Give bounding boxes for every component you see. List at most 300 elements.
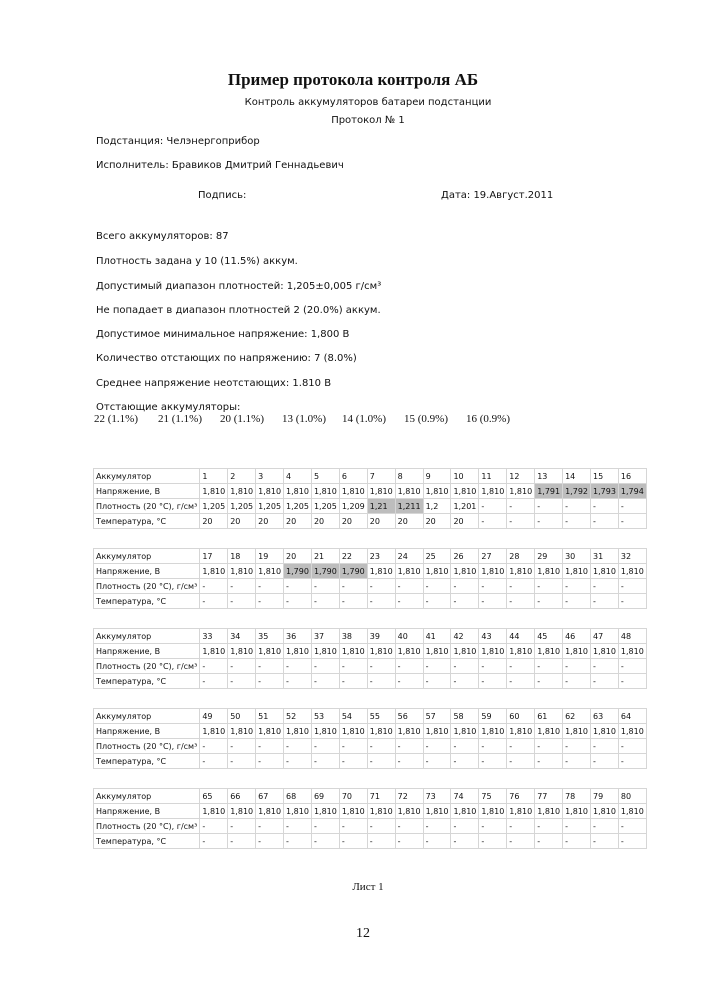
table-cell: 1,810 — [256, 484, 284, 499]
density-row — [94, 579, 647, 594]
table-cell: 20 — [423, 514, 451, 529]
table-cell: 16 — [618, 469, 646, 484]
accumulator-table — [93, 788, 647, 849]
table-cell: - — [367, 754, 395, 769]
table-cell: - — [479, 739, 507, 754]
table-cell: - — [479, 834, 507, 849]
table-cell: - — [395, 594, 423, 609]
accumulator-number-row — [94, 469, 647, 484]
table-cell: - — [563, 834, 591, 849]
table-cell: - — [367, 594, 395, 609]
table-cell: - — [256, 834, 284, 849]
table-cell: 10 — [451, 469, 479, 484]
row-label: Аккумулятор — [94, 789, 200, 804]
table-cell: 1,810 — [284, 804, 312, 819]
table-cell: 1,810 — [479, 804, 507, 819]
table-cell: 1,810 — [563, 564, 591, 579]
table-cell: - — [479, 819, 507, 834]
table-cell: 15 — [591, 469, 619, 484]
table-cell: 1,810 — [395, 724, 423, 739]
table-cell: 8 — [395, 469, 423, 484]
table-cell: 41 — [423, 629, 451, 644]
table-cell: - — [563, 674, 591, 689]
table-cell: 21 — [311, 549, 339, 564]
table-cell: - — [395, 834, 423, 849]
table-cell: - — [228, 754, 256, 769]
table-cell: 12 — [507, 469, 535, 484]
table-cell: 1,810 — [423, 644, 451, 659]
table-cell: 1,810 — [339, 804, 367, 819]
table-cell: - — [618, 739, 646, 754]
table-cell: 1,810 — [535, 804, 563, 819]
table-cell: - — [507, 499, 535, 514]
table-cell: 26 — [451, 549, 479, 564]
row-label: Температура, °C — [94, 674, 200, 689]
table-cell: - — [395, 659, 423, 674]
table-cell: - — [451, 594, 479, 609]
table-cell: - — [618, 499, 646, 514]
row-label: Температура, °C — [94, 834, 200, 849]
table-cell: - — [200, 579, 228, 594]
table-cell: - — [367, 819, 395, 834]
table-cell: - — [367, 739, 395, 754]
table-cell: - — [395, 754, 423, 769]
table-cell: - — [507, 754, 535, 769]
row-label: Напряжение, В — [94, 804, 200, 819]
table-cell: - — [395, 739, 423, 754]
table-cell: 4 — [284, 469, 312, 484]
table-cell: 1 — [200, 469, 228, 484]
table-cell: - — [284, 579, 312, 594]
table-cell: - — [591, 499, 619, 514]
table-cell: - — [367, 579, 395, 594]
table-cell: - — [339, 754, 367, 769]
table-cell: 1,810 — [423, 484, 451, 499]
table-cell: - — [367, 834, 395, 849]
row-label: Плотность (20 °C), г/см³ — [94, 499, 200, 514]
accumulator-number-row — [94, 549, 647, 564]
table-cell: 1,810 — [228, 644, 256, 659]
table-cell: - — [563, 579, 591, 594]
table-cell: - — [200, 739, 228, 754]
table-cell: 1,810 — [228, 804, 256, 819]
table-cell: 1,810 — [563, 724, 591, 739]
table-cell: 45 — [535, 629, 563, 644]
accumulator-table — [93, 468, 647, 529]
density-row — [94, 819, 647, 834]
voltage-row — [94, 564, 647, 579]
summary-density-range: Допустимый диапазон плотностей: 1,205±0,005 г/см³ — [96, 281, 382, 292]
table-cell: 1,810 — [395, 564, 423, 579]
table-cell: - — [535, 754, 563, 769]
table-cell: 28 — [507, 549, 535, 564]
table-cell: 1,810 — [535, 644, 563, 659]
table-cell: 54 — [339, 709, 367, 724]
table-cell: 20 — [451, 514, 479, 529]
row-label: Температура, °C — [94, 514, 200, 529]
table-cell: - — [339, 819, 367, 834]
table-cell: - — [284, 819, 312, 834]
table-cell: 38 — [339, 629, 367, 644]
table-cell: 76 — [507, 789, 535, 804]
table-cell: - — [591, 579, 619, 594]
table-cell: 1,810 — [535, 724, 563, 739]
row-label: Аккумулятор — [94, 549, 200, 564]
table-cell: 49 — [200, 709, 228, 724]
lagging-item: 14 (1.0%) — [342, 413, 386, 425]
table-cell: 6 — [339, 469, 367, 484]
summary-average-voltage: Среднее напряжение неотстающих: 1.810 В — [96, 378, 332, 389]
table-cell: 20 — [367, 514, 395, 529]
table-cell: - — [311, 594, 339, 609]
table-cell: - — [367, 659, 395, 674]
table-cell: 1,810 — [200, 724, 228, 739]
table-cell: - — [200, 659, 228, 674]
table-cell: - — [507, 834, 535, 849]
table-cell: 18 — [228, 549, 256, 564]
table-cell: 1,810 — [367, 644, 395, 659]
table-cell: 33 — [200, 629, 228, 644]
table-cell: 1,810 — [228, 564, 256, 579]
row-label: Плотность (20 °C), г/см³ — [94, 819, 200, 834]
table-cell: - — [423, 739, 451, 754]
table-cell: - — [311, 754, 339, 769]
table-cell: 20 — [395, 514, 423, 529]
table-cell: 20 — [228, 514, 256, 529]
table-cell: - — [200, 754, 228, 769]
table-cell: - — [423, 579, 451, 594]
table-cell: 66 — [228, 789, 256, 804]
table-cell: 1,810 — [507, 484, 535, 499]
table-cell: 1,810 — [507, 804, 535, 819]
table-cell: 64 — [618, 709, 646, 724]
table-cell: - — [618, 594, 646, 609]
table-cell: 1,810 — [228, 484, 256, 499]
protocol-number: Протокол № 1 — [331, 115, 405, 126]
table-cell: 65 — [200, 789, 228, 804]
lagging-item: 15 (0.9%) — [404, 413, 448, 425]
lagging-label: Отстающие аккумуляторы: — [96, 402, 241, 413]
table-cell: 1,211 — [395, 499, 423, 514]
table-cell: - — [507, 594, 535, 609]
table-cell: - — [284, 754, 312, 769]
table-cell: 1,810 — [479, 564, 507, 579]
table-cell: - — [618, 819, 646, 834]
table-cell: 1,790 — [311, 564, 339, 579]
table-cell: - — [339, 659, 367, 674]
table-cell: - — [200, 594, 228, 609]
table-cell: - — [228, 659, 256, 674]
table-cell: - — [535, 739, 563, 754]
temperature-row — [94, 594, 647, 609]
row-label: Плотность (20 °C), г/см³ — [94, 579, 200, 594]
table-cell: 20 — [284, 514, 312, 529]
table-cell: - — [311, 674, 339, 689]
table-cell: 1,810 — [228, 724, 256, 739]
accumulator-table — [93, 708, 647, 769]
table-cell: - — [618, 674, 646, 689]
table-cell: 24 — [395, 549, 423, 564]
table-cell: 1,810 — [284, 484, 312, 499]
table-cell: - — [507, 579, 535, 594]
table-cell: 1,810 — [200, 564, 228, 579]
table-cell: 20 — [256, 514, 284, 529]
table-cell: 14 — [563, 469, 591, 484]
date-label: Дата: 19.Август.2011 — [441, 190, 554, 201]
table-cell: - — [451, 674, 479, 689]
table-cell: - — [591, 514, 619, 529]
table-cell: 1,810 — [423, 564, 451, 579]
table-cell: 1,205 — [311, 499, 339, 514]
table-cell: 32 — [618, 549, 646, 564]
row-label: Аккумулятор — [94, 469, 200, 484]
table-cell: 1,810 — [451, 564, 479, 579]
table-cell: 1,810 — [339, 484, 367, 499]
table-cell: - — [200, 834, 228, 849]
voltage-row — [94, 804, 647, 819]
table-cell: 1,810 — [451, 644, 479, 659]
table-cell: - — [228, 739, 256, 754]
table-cell: 1,810 — [591, 724, 619, 739]
table-cell: 17 — [200, 549, 228, 564]
table-cell: - — [451, 834, 479, 849]
accumulator-table — [93, 628, 647, 689]
lagging-item: 20 (1.1%) — [220, 413, 264, 425]
table-cell: 20 — [311, 514, 339, 529]
table-cell: 69 — [311, 789, 339, 804]
table-cell: 5 — [311, 469, 339, 484]
table-cell: 22 — [339, 549, 367, 564]
table-cell: 60 — [507, 709, 535, 724]
table-cell: 79 — [591, 789, 619, 804]
table-cell: - — [618, 579, 646, 594]
temperature-row — [94, 834, 647, 849]
temperature-row — [94, 674, 647, 689]
table-cell: 1,810 — [256, 804, 284, 819]
table-cell: 51 — [256, 709, 284, 724]
table-cell: 48 — [618, 629, 646, 644]
table-cell: 1,810 — [618, 724, 646, 739]
table-cell: 9 — [423, 469, 451, 484]
table-cell: - — [256, 819, 284, 834]
table-cell: - — [423, 674, 451, 689]
table-cell: - — [284, 659, 312, 674]
table-cell: 1,810 — [200, 484, 228, 499]
table-cell: - — [507, 819, 535, 834]
table-cell: 1,810 — [423, 724, 451, 739]
table-cell: - — [563, 594, 591, 609]
table-cell: 1,810 — [367, 804, 395, 819]
table-cell: - — [451, 754, 479, 769]
table-cell: 35 — [256, 629, 284, 644]
summary-density-set: Плотность задана у 10 (11.5%) аккум. — [96, 256, 298, 267]
table-cell: 1,810 — [256, 564, 284, 579]
table-cell: - — [228, 579, 256, 594]
table-cell: 1,810 — [618, 804, 646, 819]
table-cell: 1,810 — [395, 804, 423, 819]
table-cell: - — [423, 754, 451, 769]
table-cell: - — [311, 739, 339, 754]
table-cell: - — [507, 674, 535, 689]
table-cell: - — [479, 659, 507, 674]
lagging-item: 22 (1.1%) — [94, 413, 138, 425]
table-cell: 1,810 — [395, 644, 423, 659]
table-cell: 1,810 — [507, 644, 535, 659]
table-cell: - — [535, 594, 563, 609]
table-cell: 43 — [479, 629, 507, 644]
table-cell: 1,810 — [451, 804, 479, 819]
table-cell: - — [535, 819, 563, 834]
table-cell: - — [228, 594, 256, 609]
row-label: Плотность (20 °C), г/см³ — [94, 739, 200, 754]
table-cell: 57 — [423, 709, 451, 724]
table-cell: 1,810 — [367, 724, 395, 739]
table-cell: 1,810 — [507, 564, 535, 579]
row-label: Плотность (20 °C), г/см³ — [94, 659, 200, 674]
table-cell: - — [339, 834, 367, 849]
table-cell: 42 — [451, 629, 479, 644]
table-cell: - — [535, 514, 563, 529]
table-cell: 20 — [339, 514, 367, 529]
table-cell: 52 — [284, 709, 312, 724]
table-cell: 1,792 — [563, 484, 591, 499]
table-cell: 80 — [618, 789, 646, 804]
accumulator-table — [93, 548, 647, 609]
table-cell: 61 — [535, 709, 563, 724]
table-cell: - — [535, 659, 563, 674]
table-cell: - — [395, 674, 423, 689]
table-cell: 1,810 — [451, 724, 479, 739]
table-cell: - — [618, 659, 646, 674]
table-cell: 1,810 — [367, 484, 395, 499]
table-cell: - — [311, 834, 339, 849]
row-label: Аккумулятор — [94, 709, 200, 724]
table-cell: - — [479, 579, 507, 594]
table-cell: - — [479, 499, 507, 514]
table-cell: - — [284, 674, 312, 689]
table-cell: - — [591, 739, 619, 754]
table-cell: 1,810 — [339, 724, 367, 739]
table-cell: - — [228, 834, 256, 849]
table-cell: 58 — [451, 709, 479, 724]
table-cell: - — [256, 674, 284, 689]
table-cell: 78 — [563, 789, 591, 804]
table-cell: 74 — [451, 789, 479, 804]
table-cell: 1,810 — [284, 644, 312, 659]
table-cell: - — [284, 739, 312, 754]
summary-total: Всего аккумуляторов: 87 — [96, 231, 229, 242]
table-cell: 37 — [311, 629, 339, 644]
table-cell: 1,794 — [618, 484, 646, 499]
table-cell: - — [339, 674, 367, 689]
table-cell: - — [451, 659, 479, 674]
table-cell: 20 — [284, 549, 312, 564]
table-cell: 23 — [367, 549, 395, 564]
table-cell: 1,810 — [200, 804, 228, 819]
row-label: Напряжение, В — [94, 564, 200, 579]
voltage-row — [94, 484, 647, 499]
table-cell: - — [591, 659, 619, 674]
page-number: 12 — [356, 926, 370, 941]
table-cell: - — [479, 674, 507, 689]
row-label: Температура, °C — [94, 754, 200, 769]
table-cell: 1,810 — [395, 484, 423, 499]
table-cell: 1,810 — [256, 724, 284, 739]
table-cell: - — [507, 659, 535, 674]
table-cell: - — [535, 674, 563, 689]
table-cell: 31 — [591, 549, 619, 564]
density-row — [94, 739, 647, 754]
table-cell: - — [563, 659, 591, 674]
table-cell: - — [591, 834, 619, 849]
table-cell: 20 — [200, 514, 228, 529]
table-cell: - — [507, 514, 535, 529]
table-cell: 1,810 — [311, 644, 339, 659]
table-cell: - — [395, 579, 423, 594]
table-cell: 70 — [339, 789, 367, 804]
lagging-list — [94, 413, 510, 425]
table-cell: - — [311, 659, 339, 674]
table-cell: 77 — [535, 789, 563, 804]
table-cell: - — [339, 739, 367, 754]
lagging-item: 16 (0.9%) — [466, 413, 510, 425]
table-cell: 1,2 — [423, 499, 451, 514]
table-cell: 59 — [479, 709, 507, 724]
table-cell: - — [563, 754, 591, 769]
substation-line: Подстанция: Челэнергоприбор — [96, 136, 260, 147]
table-cell: 1,810 — [479, 644, 507, 659]
table-cell: 1,810 — [311, 484, 339, 499]
table-cell: - — [591, 819, 619, 834]
table-cell: 53 — [311, 709, 339, 724]
table-cell: 63 — [591, 709, 619, 724]
table-cell: 1,790 — [284, 564, 312, 579]
row-label: Напряжение, В — [94, 724, 200, 739]
table-cell: 46 — [563, 629, 591, 644]
row-label: Напряжение, В — [94, 644, 200, 659]
table-cell: 47 — [591, 629, 619, 644]
density-row — [94, 499, 647, 514]
table-cell: 1,810 — [618, 564, 646, 579]
row-label: Напряжение, В — [94, 484, 200, 499]
document-subtitle: Контроль аккумуляторов батареи подстанции — [244, 97, 492, 108]
table-cell: 39 — [367, 629, 395, 644]
table-cell: 44 — [507, 629, 535, 644]
table-cell: - — [200, 674, 228, 689]
table-cell: - — [228, 674, 256, 689]
table-cell: 1,810 — [479, 484, 507, 499]
table-cell: - — [423, 659, 451, 674]
table-cell: 1,810 — [311, 804, 339, 819]
table-cell: 75 — [479, 789, 507, 804]
document-title: Пример протокола контроля АБ — [227, 70, 479, 89]
table-cell: 55 — [367, 709, 395, 724]
table-cell: 1,810 — [507, 724, 535, 739]
table-cell: 36 — [284, 629, 312, 644]
table-cell: 1,209 — [339, 499, 367, 514]
table-cell: 68 — [284, 789, 312, 804]
table-cell: - — [535, 579, 563, 594]
summary-lagging-count: Количество отстающих по напряжению: 7 (8.0%) — [96, 353, 357, 364]
table-cell: - — [284, 594, 312, 609]
table-cell: 62 — [563, 709, 591, 724]
summary-min-voltage: Допустимое минимальное напряжение: 1,800 В — [96, 329, 350, 340]
table-cell: 1,205 — [200, 499, 228, 514]
executor-line: Исполнитель: Бравиков Дмитрий Геннадьевич — [96, 160, 344, 171]
table-cell: 1,810 — [200, 644, 228, 659]
table-cell: 1,810 — [423, 804, 451, 819]
voltage-row — [94, 724, 647, 739]
